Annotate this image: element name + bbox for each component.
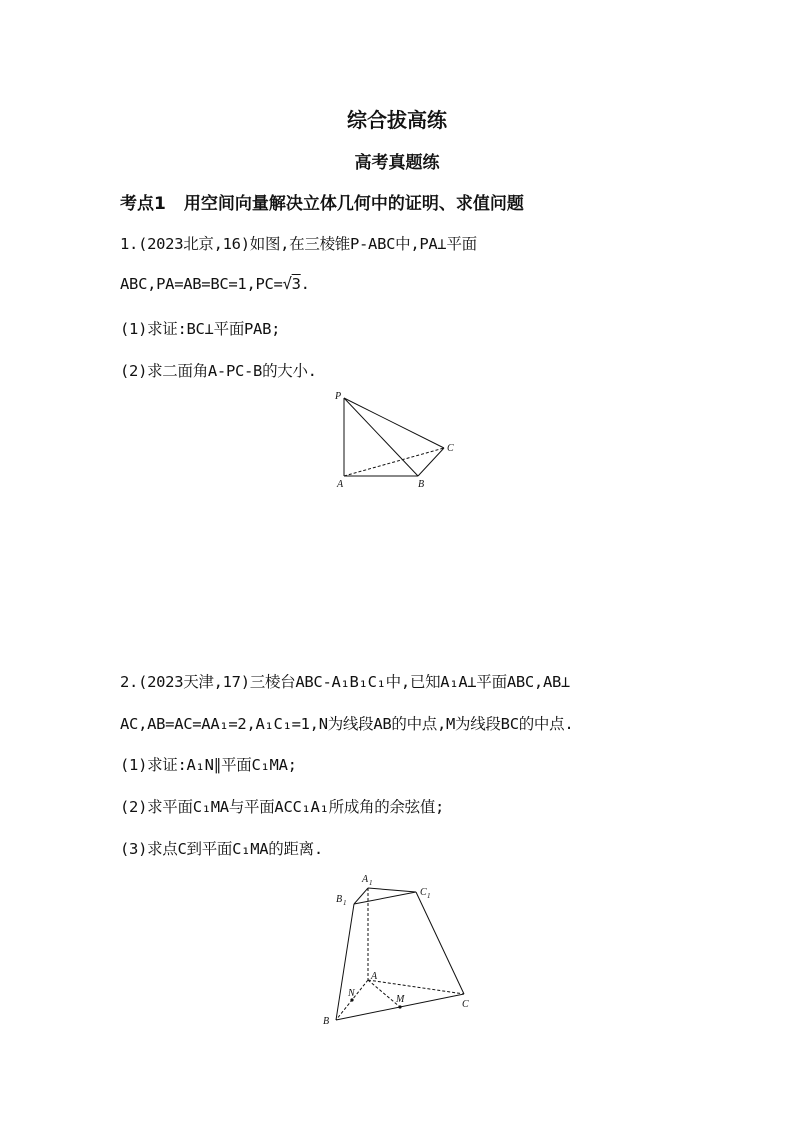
label-c1-sub: 1 xyxy=(427,892,431,900)
tetrahedron-figure xyxy=(330,388,460,492)
edge-a1c1 xyxy=(368,888,416,892)
edge-pc xyxy=(344,398,444,448)
edge-bc xyxy=(418,448,444,476)
label-a: A xyxy=(337,479,344,490)
problem1-line1: 1.(2023北京,16)如图,在三棱锥P-ABC中,PA⊥平面 xyxy=(120,235,477,253)
frustum-figure xyxy=(318,868,478,1028)
sqrt-sign: √ xyxy=(282,275,292,293)
problem2-line2: AC,AB=AC=AA₁=2,A₁C₁=1,N为线段AB的中点,M为线段BC的中点. xyxy=(120,715,574,733)
section-label: 考点1 xyxy=(120,194,166,214)
label-n: N xyxy=(348,988,355,999)
label-a1-sub: 1 xyxy=(369,879,373,887)
problem2-part3: (3)求点C到平面C₁MA的距离. xyxy=(120,840,323,858)
point-m xyxy=(398,1005,401,1008)
problem1-line2 xyxy=(120,275,310,293)
label-b: B xyxy=(418,479,425,490)
problem2-part1: (1)求证:A₁N∥平面C₁MA; xyxy=(120,756,297,774)
label-c: C xyxy=(447,443,454,454)
page-subtitle: 高考真题练 xyxy=(354,153,440,173)
section-heading xyxy=(120,189,524,214)
label-a1: A xyxy=(362,874,369,885)
edge-ac-hidden xyxy=(344,448,444,476)
label-b: B xyxy=(323,1016,330,1027)
edge-pb xyxy=(344,398,418,476)
edge-bb1 xyxy=(336,904,354,1020)
problem2-line1: 2.(2023天津,17)三棱台ABC-A₁B₁C₁中,已知A₁A⊥平面ABC,AB⊥ xyxy=(120,673,571,691)
sqrt-radicand: 3 xyxy=(291,275,301,293)
page-title: 综合拔高练 xyxy=(347,108,447,132)
problem1-part2: (2)求二面角A-PC-B的大小. xyxy=(120,362,317,380)
problem2-part2: (2)求平面C₁MA与平面ACC₁A₁所成角的余弦值; xyxy=(120,798,445,816)
section-text: 用空间向量解决立体几何中的证明、求值问题 xyxy=(183,194,524,214)
problem1-line2-suffix: . xyxy=(300,275,310,293)
problem1-line2-prefix: ABC,PA=AB=BC=1,PC= xyxy=(120,275,283,293)
problem1-part1: (1)求证:BC⊥平面PAB; xyxy=(120,320,281,338)
label-p: P xyxy=(335,391,342,402)
label-b1: B xyxy=(336,894,343,905)
edge-ac-hidden xyxy=(368,980,464,994)
label-c1: C xyxy=(420,887,427,898)
label-b1-sub: 1 xyxy=(343,899,347,907)
label-c: C xyxy=(462,999,469,1010)
label-m: M xyxy=(396,994,405,1005)
label-a: A xyxy=(371,971,378,982)
edge-cc1 xyxy=(416,892,464,994)
